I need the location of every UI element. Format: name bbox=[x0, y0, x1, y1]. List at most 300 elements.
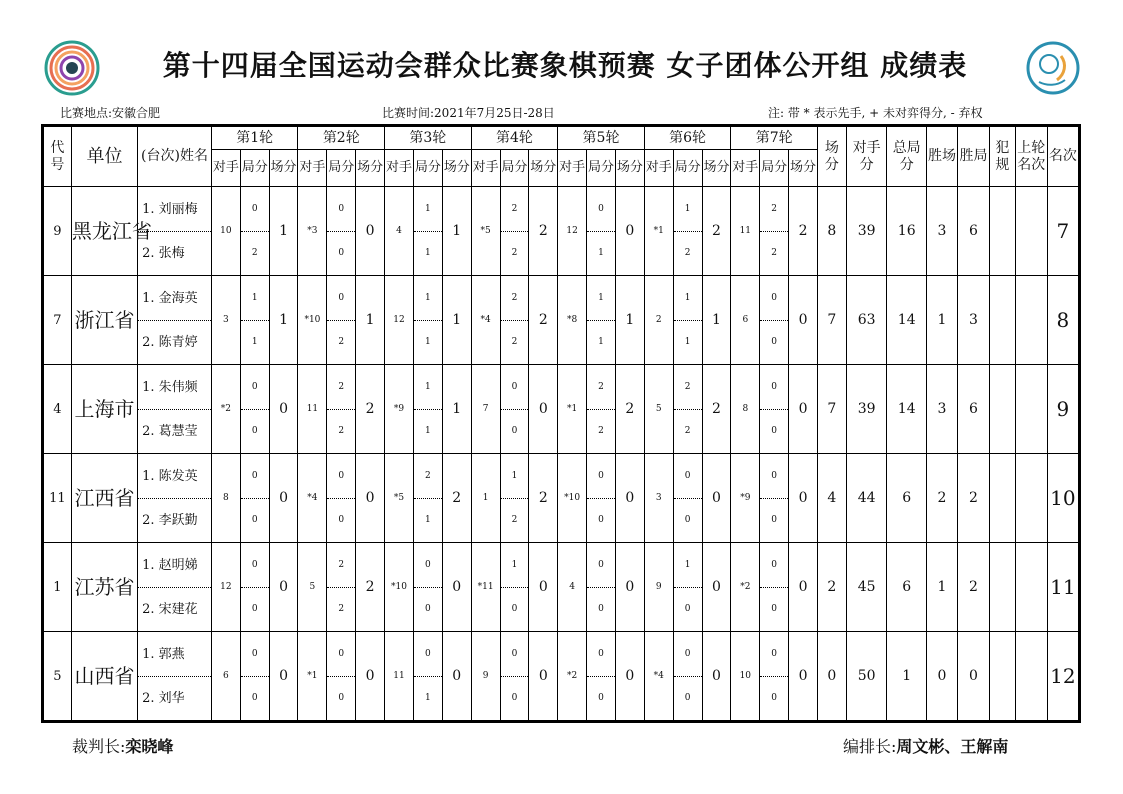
round-match-points: 0 bbox=[442, 543, 471, 632]
wins-match: 0 bbox=[926, 632, 957, 722]
board-1-score: 1 bbox=[674, 188, 702, 232]
round-match-points: 2 bbox=[702, 187, 731, 276]
table-row bbox=[43, 187, 1080, 276]
round-opponent: 1 bbox=[471, 454, 500, 543]
round-opponent: 12 bbox=[385, 276, 414, 365]
total-match: 2 bbox=[817, 543, 846, 632]
rank: 11 bbox=[1047, 543, 1079, 632]
player-1: 1. 朱伟频 bbox=[138, 366, 211, 410]
board-2-score: 0 bbox=[511, 425, 518, 436]
board-2-score: 0 bbox=[424, 603, 431, 614]
board-2-score: 0 bbox=[251, 692, 258, 703]
board-2-score: 2 bbox=[251, 247, 258, 258]
round-match-points: 2 bbox=[615, 365, 644, 454]
round-opponent: *10 bbox=[298, 276, 327, 365]
round-game-scores bbox=[240, 276, 269, 365]
board-1-score: 0 bbox=[241, 366, 269, 410]
team-players bbox=[138, 632, 212, 722]
board-1-score: 1 bbox=[501, 544, 529, 588]
round-match-points: 1 bbox=[269, 187, 298, 276]
round-match-points: 0 bbox=[789, 543, 818, 632]
round-opponent: *3 bbox=[298, 187, 327, 276]
round-match-points: 2 bbox=[356, 365, 385, 454]
board-2-score: 2 bbox=[338, 336, 345, 347]
col-unit: 单位 bbox=[71, 126, 137, 187]
round-opponent: *1 bbox=[298, 632, 327, 722]
fouls bbox=[990, 276, 1016, 365]
round-opponent: *4 bbox=[471, 276, 500, 365]
chief-arranger-label: 编排长: bbox=[843, 737, 897, 756]
round-game-scores bbox=[673, 276, 702, 365]
round-opponent: *4 bbox=[644, 632, 673, 722]
round-opponent: *9 bbox=[385, 365, 414, 454]
round-opponent: 11 bbox=[298, 365, 327, 454]
board-2-score: 0 bbox=[771, 336, 778, 347]
col-match-points: 场分 bbox=[269, 150, 298, 187]
round-game-scores bbox=[760, 632, 789, 722]
col-name: (台次)姓名 bbox=[138, 126, 212, 187]
prev-rank bbox=[1015, 632, 1047, 722]
team-code: 5 bbox=[43, 632, 72, 722]
prev-rank bbox=[1015, 454, 1047, 543]
total-match: 0 bbox=[817, 632, 846, 722]
round-opponent: 5 bbox=[644, 365, 673, 454]
player-2: 2. 张梅 bbox=[142, 245, 185, 261]
board-2-score: 2 bbox=[511, 514, 518, 525]
round-game-scores bbox=[760, 543, 789, 632]
board-2-score: 1 bbox=[424, 336, 431, 347]
round-opponent: *4 bbox=[298, 454, 327, 543]
round-game-scores bbox=[587, 276, 616, 365]
board-1-score: 0 bbox=[587, 633, 615, 677]
board-1-score: 0 bbox=[414, 544, 442, 588]
player-2: 2. 陈青婷 bbox=[142, 334, 198, 350]
round-header: 第7轮 bbox=[731, 126, 818, 150]
board-2-score: 2 bbox=[684, 247, 691, 258]
board-1-score: 0 bbox=[327, 277, 355, 321]
round-header: 第4轮 bbox=[471, 126, 558, 150]
round-opponent: *8 bbox=[558, 276, 587, 365]
col-opponent: 对手 bbox=[298, 150, 327, 187]
board-1-score: 1 bbox=[674, 277, 702, 321]
total-game: 14 bbox=[887, 365, 927, 454]
board-2-score: 0 bbox=[338, 692, 345, 703]
round-opponent: 6 bbox=[731, 276, 760, 365]
round-match-points: 2 bbox=[529, 454, 558, 543]
round-game-scores bbox=[327, 187, 356, 276]
board-1-score: 1 bbox=[587, 277, 615, 321]
round-game-scores bbox=[240, 543, 269, 632]
round-game-scores bbox=[327, 543, 356, 632]
round-game-scores bbox=[500, 632, 529, 722]
header-row bbox=[43, 126, 1080, 150]
board-1-score: 2 bbox=[587, 366, 615, 410]
wins-match: 2 bbox=[926, 454, 957, 543]
col-game-points: 局分 bbox=[587, 150, 616, 187]
team-unit: 上海市 bbox=[71, 365, 137, 454]
col-game-points: 局分 bbox=[413, 150, 442, 187]
round-match-points: 0 bbox=[702, 632, 731, 722]
fouls bbox=[990, 543, 1016, 632]
round-opponent: 3 bbox=[211, 276, 240, 365]
board-1-score: 1 bbox=[674, 544, 702, 588]
col-match-points: 场分 bbox=[789, 150, 818, 187]
board-1-score: 2 bbox=[414, 455, 442, 499]
col-game-points: 局分 bbox=[327, 150, 356, 187]
board-1-score: 0 bbox=[501, 366, 529, 410]
board-2-score: 1 bbox=[424, 247, 431, 258]
board-2-score: 1 bbox=[598, 247, 604, 258]
total-match: 4 bbox=[817, 454, 846, 543]
prev-rank bbox=[1015, 543, 1047, 632]
col-game-points: 局分 bbox=[240, 150, 269, 187]
total-match: 8 bbox=[817, 187, 846, 276]
col-prev-rank: 上轮名次 bbox=[1015, 126, 1047, 187]
round-game-scores bbox=[500, 454, 529, 543]
col-opp-score: 对手分 bbox=[846, 126, 887, 187]
round-game-scores bbox=[413, 276, 442, 365]
board-2-score: 0 bbox=[511, 603, 518, 614]
round-match-points: 0 bbox=[356, 632, 385, 722]
round-match-points: 2 bbox=[702, 365, 731, 454]
round-game-scores bbox=[760, 187, 789, 276]
opp-score: 63 bbox=[846, 276, 887, 365]
team-players bbox=[138, 365, 212, 454]
wins-match: 3 bbox=[926, 365, 957, 454]
col-fouls: 犯规 bbox=[990, 126, 1016, 187]
opp-score: 39 bbox=[846, 187, 887, 276]
player-1: 1. 刘丽梅 bbox=[138, 188, 211, 232]
round-match-points: 0 bbox=[529, 365, 558, 454]
table-row bbox=[43, 276, 1080, 365]
round-game-scores bbox=[500, 365, 529, 454]
board-2-score: 0 bbox=[338, 514, 345, 525]
round-opponent: 8 bbox=[731, 365, 760, 454]
board-2-score: 0 bbox=[598, 603, 604, 614]
rank: 8 bbox=[1047, 276, 1079, 365]
round-match-points: 0 bbox=[615, 187, 644, 276]
round-opponent: *9 bbox=[731, 454, 760, 543]
team-code: 4 bbox=[43, 365, 72, 454]
round-header: 第2轮 bbox=[298, 126, 385, 150]
player-2: 2. 葛慧莹 bbox=[142, 423, 198, 439]
board-1-score: 0 bbox=[760, 633, 788, 677]
board-1-score: 0 bbox=[327, 188, 355, 232]
team-code: 7 bbox=[43, 276, 72, 365]
round-match-points: 1 bbox=[615, 276, 644, 365]
round-opponent: 9 bbox=[471, 632, 500, 722]
wins-match: 3 bbox=[926, 187, 957, 276]
fouls bbox=[990, 187, 1016, 276]
col-match-points: 场分 bbox=[529, 150, 558, 187]
chief-referee-label: 裁判长: bbox=[72, 737, 126, 756]
rank: 9 bbox=[1047, 365, 1079, 454]
round-game-scores bbox=[413, 454, 442, 543]
round-game-scores bbox=[413, 632, 442, 722]
total-game: 14 bbox=[887, 276, 927, 365]
round-game-scores bbox=[240, 187, 269, 276]
col-code: 代号 bbox=[43, 126, 72, 187]
prev-rank bbox=[1015, 276, 1047, 365]
board-1-score: 0 bbox=[241, 544, 269, 588]
round-game-scores bbox=[500, 543, 529, 632]
round-opponent: 9 bbox=[644, 543, 673, 632]
team-code: 1 bbox=[43, 543, 72, 632]
round-opponent: *10 bbox=[558, 454, 587, 543]
round-match-points: 0 bbox=[615, 632, 644, 722]
round-opponent: *1 bbox=[644, 187, 673, 276]
board-1-score: 2 bbox=[501, 188, 529, 232]
chief-referee bbox=[72, 736, 173, 758]
board-1-score: 0 bbox=[587, 544, 615, 588]
board-2-score: 0 bbox=[598, 514, 604, 525]
team-unit: 山西省 bbox=[71, 632, 137, 722]
round-opponent: *5 bbox=[471, 187, 500, 276]
round-game-scores bbox=[760, 454, 789, 543]
round-game-scores bbox=[760, 365, 789, 454]
board-2-score: 0 bbox=[251, 603, 258, 614]
board-2-score: 2 bbox=[771, 247, 778, 258]
team-players bbox=[138, 276, 212, 365]
wins-game: 6 bbox=[957, 365, 989, 454]
round-game-scores bbox=[327, 276, 356, 365]
col-opponent: 对手 bbox=[211, 150, 240, 187]
prev-rank bbox=[1015, 187, 1047, 276]
round-match-points: 0 bbox=[529, 543, 558, 632]
table-row bbox=[43, 454, 1080, 543]
board-1-score: 2 bbox=[674, 366, 702, 410]
team-code: 11 bbox=[43, 454, 72, 543]
player-1: 1. 赵明娣 bbox=[138, 544, 211, 588]
round-match-points: 0 bbox=[269, 543, 298, 632]
round-match-points: 1 bbox=[442, 187, 471, 276]
board-1-score: 0 bbox=[760, 455, 788, 499]
round-match-points: 0 bbox=[615, 454, 644, 543]
round-match-points: 0 bbox=[269, 365, 298, 454]
board-2-score: 1 bbox=[424, 514, 431, 525]
col-opponent: 对手 bbox=[471, 150, 500, 187]
table-row bbox=[43, 632, 1080, 722]
round-game-scores bbox=[327, 632, 356, 722]
round-match-points: 0 bbox=[615, 543, 644, 632]
board-1-score: 0 bbox=[327, 633, 355, 677]
col-match-points: 场分 bbox=[356, 150, 385, 187]
wins-match: 1 bbox=[926, 276, 957, 365]
round-opponent: 12 bbox=[558, 187, 587, 276]
legend-note: 注: 带 * 表示先手, + 未对弈得分, - 弃权 bbox=[768, 106, 983, 120]
board-1-score: 1 bbox=[414, 277, 442, 321]
board-2-score: 2 bbox=[511, 247, 518, 258]
team-unit: 江苏省 bbox=[71, 543, 137, 632]
player-2: 2. 刘华 bbox=[142, 690, 185, 706]
round-match-points: 1 bbox=[356, 276, 385, 365]
player-2: 2. 宋建花 bbox=[142, 601, 198, 617]
board-2-score: 2 bbox=[684, 425, 691, 436]
board-1-score: 2 bbox=[501, 277, 529, 321]
board-1-score: 1 bbox=[501, 455, 529, 499]
board-2-score: 1 bbox=[598, 336, 604, 347]
round-match-points: 1 bbox=[442, 365, 471, 454]
round-header: 第1轮 bbox=[211, 126, 298, 150]
round-match-points: 2 bbox=[789, 187, 818, 276]
col-wins-game: 胜局 bbox=[957, 126, 989, 187]
total-match: 7 bbox=[817, 276, 846, 365]
board-1-score: 0 bbox=[241, 455, 269, 499]
table-row bbox=[43, 365, 1080, 454]
board-1-score: 0 bbox=[501, 633, 529, 677]
round-opponent: 12 bbox=[211, 543, 240, 632]
venue-label: 比赛地点:安徽合肥 bbox=[60, 106, 161, 120]
team-unit: 黑龙江省 bbox=[71, 187, 137, 276]
opp-score: 45 bbox=[846, 543, 887, 632]
opp-score: 39 bbox=[846, 365, 887, 454]
round-game-scores bbox=[673, 632, 702, 722]
round-opponent: 11 bbox=[385, 632, 414, 722]
board-1-score: 1 bbox=[241, 277, 269, 321]
board-1-score: 1 bbox=[414, 366, 442, 410]
round-game-scores bbox=[760, 276, 789, 365]
round-match-points: 2 bbox=[529, 276, 558, 365]
col-rank: 名次 bbox=[1047, 126, 1079, 187]
round-match-points: 0 bbox=[356, 187, 385, 276]
rank: 7 bbox=[1047, 187, 1079, 276]
round-opponent: 8 bbox=[211, 454, 240, 543]
round-opponent: 4 bbox=[385, 187, 414, 276]
board-2-score: 0 bbox=[251, 514, 258, 525]
round-opponent: *2 bbox=[211, 365, 240, 454]
board-1-score: 0 bbox=[327, 455, 355, 499]
round-match-points: 0 bbox=[789, 365, 818, 454]
board-2-score: 0 bbox=[771, 514, 778, 525]
round-opponent: 5 bbox=[298, 543, 327, 632]
round-game-scores bbox=[587, 632, 616, 722]
round-opponent: 3 bbox=[644, 454, 673, 543]
board-2-score: 0 bbox=[771, 425, 778, 436]
col-match-points: 场分 bbox=[442, 150, 471, 187]
round-opponent: 7 bbox=[471, 365, 500, 454]
total-game: 1 bbox=[887, 632, 927, 722]
player-2: 2. 李跃勤 bbox=[142, 512, 198, 528]
chief-arranger-name: 周文彬、王解南 bbox=[896, 737, 1009, 756]
round-opponent: 4 bbox=[558, 543, 587, 632]
board-1-score: 2 bbox=[327, 366, 355, 410]
board-2-score: 0 bbox=[771, 692, 778, 703]
board-2-score: 2 bbox=[338, 603, 345, 614]
board-2-score: 2 bbox=[511, 336, 518, 347]
rank: 12 bbox=[1047, 632, 1079, 722]
round-game-scores bbox=[500, 276, 529, 365]
fouls bbox=[990, 632, 1016, 722]
board-1-score: 0 bbox=[674, 633, 702, 677]
col-opponent: 对手 bbox=[558, 150, 587, 187]
round-opponent: 10 bbox=[211, 187, 240, 276]
col-match-points: 场分 bbox=[702, 150, 731, 187]
round-header: 第6轮 bbox=[644, 126, 731, 150]
round-game-scores bbox=[327, 365, 356, 454]
round-opponent: *5 bbox=[385, 454, 414, 543]
col-total-game: 总局分 bbox=[887, 126, 927, 187]
round-match-points: 2 bbox=[356, 543, 385, 632]
fouls bbox=[990, 365, 1016, 454]
board-2-score: 1 bbox=[251, 336, 258, 347]
round-game-scores bbox=[413, 543, 442, 632]
board-2-score: 0 bbox=[684, 692, 691, 703]
round-match-points: 0 bbox=[442, 632, 471, 722]
xiangqi-logo-icon bbox=[1025, 40, 1081, 96]
fouls bbox=[990, 454, 1016, 543]
round-game-scores bbox=[587, 543, 616, 632]
round-match-points: 0 bbox=[529, 632, 558, 722]
col-opponent: 对手 bbox=[731, 150, 760, 187]
round-game-scores bbox=[240, 454, 269, 543]
board-2-score: 0 bbox=[598, 692, 604, 703]
player-1: 1. 陈发英 bbox=[138, 455, 211, 499]
board-1-score: 0 bbox=[674, 455, 702, 499]
team-unit: 江西省 bbox=[71, 454, 137, 543]
round-opponent: *2 bbox=[558, 632, 587, 722]
round-match-points: 2 bbox=[442, 454, 471, 543]
team-players bbox=[138, 543, 212, 632]
round-game-scores bbox=[587, 365, 616, 454]
wins-game: 2 bbox=[957, 543, 989, 632]
round-opponent: *11 bbox=[471, 543, 500, 632]
board-2-score: 0 bbox=[684, 603, 691, 614]
round-match-points: 0 bbox=[789, 632, 818, 722]
board-1-score: 0 bbox=[760, 544, 788, 588]
round-opponent: 2 bbox=[644, 276, 673, 365]
board-1-score: 0 bbox=[414, 633, 442, 677]
dates-label: 比赛时间:2021年7月25日-28日 bbox=[382, 106, 555, 120]
round-game-scores bbox=[673, 365, 702, 454]
round-match-points: 0 bbox=[356, 454, 385, 543]
board-1-score: 0 bbox=[760, 277, 788, 321]
wins-game: 6 bbox=[957, 187, 989, 276]
team-unit: 浙江省 bbox=[71, 276, 137, 365]
round-match-points: 0 bbox=[702, 454, 731, 543]
round-game-scores bbox=[673, 187, 702, 276]
prev-rank bbox=[1015, 365, 1047, 454]
board-2-score: 2 bbox=[598, 425, 604, 436]
14th-games-logo-icon bbox=[44, 40, 100, 96]
round-game-scores bbox=[413, 365, 442, 454]
board-1-score: 0 bbox=[760, 366, 788, 410]
wins-match: 1 bbox=[926, 543, 957, 632]
board-2-score: 0 bbox=[771, 603, 778, 614]
board-1-score: 0 bbox=[587, 188, 615, 232]
col-opponent: 对手 bbox=[385, 150, 414, 187]
total-match: 7 bbox=[817, 365, 846, 454]
round-opponent: *2 bbox=[731, 543, 760, 632]
team-code: 9 bbox=[43, 187, 72, 276]
round-opponent: 11 bbox=[731, 187, 760, 276]
round-game-scores bbox=[673, 543, 702, 632]
total-game: 6 bbox=[887, 454, 927, 543]
total-game: 16 bbox=[887, 187, 927, 276]
col-game-points: 局分 bbox=[673, 150, 702, 187]
board-1-score: 0 bbox=[587, 455, 615, 499]
board-1-score: 2 bbox=[760, 188, 788, 232]
round-header: 第5轮 bbox=[558, 126, 645, 150]
round-match-points: 0 bbox=[269, 454, 298, 543]
round-opponent: 10 bbox=[731, 632, 760, 722]
page-title: 第十四届全国运动会群众比赛象棋预赛 女子团体公开组 成绩表 bbox=[162, 49, 968, 82]
board-1-score: 2 bbox=[327, 544, 355, 588]
player-1: 1. 郭燕 bbox=[138, 633, 211, 677]
round-game-scores bbox=[500, 187, 529, 276]
round-opponent: *1 bbox=[558, 365, 587, 454]
round-game-scores bbox=[240, 365, 269, 454]
board-2-score: 2 bbox=[338, 425, 345, 436]
